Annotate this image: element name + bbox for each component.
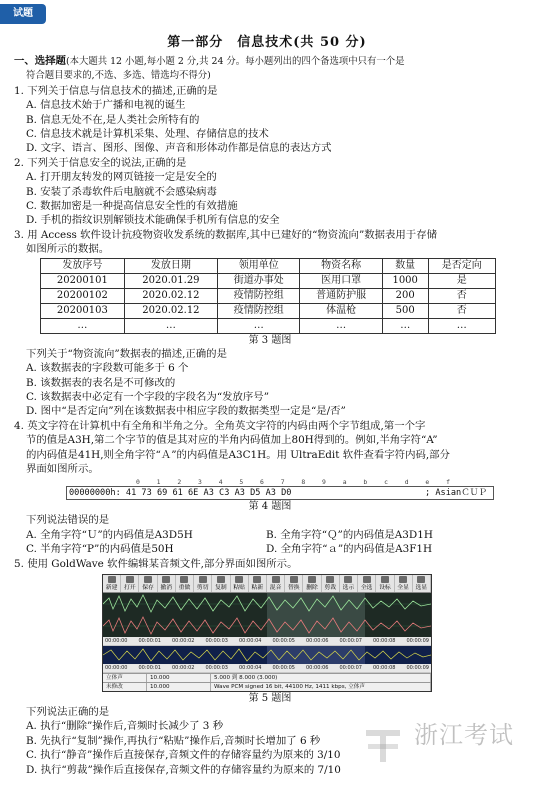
table-header-cell: 物资名称: [300, 258, 382, 273]
q4-option-a: A. 全角字符“Ｕ”的内码值是A3D5H: [26, 528, 193, 541]
tool-delete-button[interactable]: 删除: [303, 575, 321, 592]
tool-set-marker-button[interactable]: 设标: [376, 575, 394, 592]
hex-bytes: 00000000h: 41 73 69 61 6E A3 C3 A3 D5 A3 D0: [69, 488, 292, 499]
table-cell: 否: [428, 288, 496, 303]
table-cell: 20200102: [41, 288, 125, 303]
q3-caption: 第 3 题图: [248, 334, 292, 346]
watermark-text: 浙江考试: [414, 721, 514, 749]
q5-stem: 5. 使用 GoldWave 软件编辑某音频文件,部分界面如图所示。: [14, 557, 298, 570]
overview-ruler: 00:00:00 00:00:01 00:00:02 00:00:03 00:00:04 00:00:05 00:00:06 00:00:07 00:00:08 00:00:09: [103, 664, 431, 672]
q4-caption: 第 4 题图: [248, 501, 292, 513]
question-badge: 试题: [0, 4, 46, 24]
tool-trim-button[interactable]: 剪裁: [322, 575, 340, 592]
table-row: [41, 318, 496, 333]
section-desc-1: 一、选择题(本大题共 12 小题,每小题 2 分,共 24 分。每小题列出的四个备选项中只有一个是: [14, 55, 405, 67]
q4-ask: 下列说法错误的是: [26, 514, 110, 527]
table-cell: …: [218, 318, 300, 333]
table-header-cell: 是否定向: [428, 258, 496, 273]
q3-option-a: A. 该数据表的字段数可能多于 6 个: [26, 362, 189, 375]
table-cell: 2020.01.29: [124, 273, 217, 288]
q5-caption: 第 5 题图: [248, 692, 292, 704]
hex-ascii: ; AsianＣＵＰ: [425, 488, 487, 499]
tool-copy-button[interactable]: 复制: [212, 575, 230, 592]
hex-data-row: [66, 486, 494, 500]
q5-ask: 下列说法正确的是: [26, 705, 110, 718]
status-bar-1: [103, 673, 431, 682]
q3-data-table: [40, 258, 496, 334]
table-row: [41, 303, 496, 318]
table-cell: …: [300, 318, 382, 333]
status-selection: 5.000 到 8.000 (3.000): [211, 674, 431, 682]
table-cell: 1000: [382, 273, 428, 288]
q5-option-c: C. 执行“静音”操作后直接保存,音频文件的存储容量约为原来的 3/10: [26, 749, 341, 762]
table-header-cell: 领用单位: [218, 258, 300, 273]
table-cell: 20200101: [41, 273, 125, 288]
table-cell: 普通防护服: [300, 288, 382, 303]
table-header-cell: 数量: [382, 258, 428, 273]
table-cell: 200: [382, 288, 428, 303]
table-cell: 体温枪: [300, 303, 382, 318]
table-cell: 疫情防控组: [218, 303, 300, 318]
q5-option-a: A. 执行“删除”操作后,音频时长减少了 3 秒: [26, 720, 224, 733]
q1-option-a: A. 信息技术始于广播和电视的诞生: [26, 99, 186, 112]
table-cell: 2020.02.12: [124, 303, 217, 318]
q4-option-c: C. 半角字符“P”的内码值是50H: [26, 543, 174, 556]
table-header-cell: 发放序号: [41, 258, 125, 273]
overview-waveform[interactable]: [103, 646, 431, 664]
q4-stem-4: 界面如图所示。: [26, 462, 99, 475]
q1-option-b: B. 信息无处不在,是人类社会所特有的: [26, 113, 200, 126]
tool-paste-button[interactable]: 粘贴: [231, 575, 249, 592]
status-bar-2: [103, 682, 431, 691]
q4-stem-1: 4. 英文字符在计算机中有全角和半角之分。全角英文字符的内码由两个字节组成,第一个字: [14, 419, 426, 432]
section-heading: 一、选择题: [14, 55, 66, 67]
tool-show-all-button[interactable]: 全显: [395, 575, 413, 592]
status-modified: 未修改: [103, 683, 147, 691]
table-header-row: [41, 258, 496, 273]
status-format: Wave PCM signed 16 bit, 44100 Hz, 1411 kbps, 立体声: [211, 683, 431, 691]
tool-cut-button[interactable]: 剪切: [194, 575, 212, 592]
q1-option-c: C. 信息技术就是计算机采集、处理、存储信息的技术: [26, 128, 269, 141]
q2-option-d: D. 手机的指纹识别解锁技术能确保手机所有信息的安全: [26, 214, 280, 227]
table-cell: …: [428, 318, 496, 333]
table-header-cell: 发放日期: [124, 258, 217, 273]
q4-option-b: B. 全角字符“Ｑ”的内码值是A3D1H: [266, 528, 433, 541]
tool-replace-button[interactable]: 替换: [285, 575, 303, 592]
main-waveform[interactable]: [103, 593, 431, 637]
q4-stem-3: 的内码值是41H,则全角字符“Ａ”的内码值是A3C1H。用 UltraEdit 软件查看字符内码,部分: [26, 448, 450, 461]
table-cell: 疫情防控组: [218, 288, 300, 303]
tool-redo-button[interactable]: 重做: [176, 575, 194, 592]
table-cell: …: [382, 318, 428, 333]
tool-select-all-button[interactable]: 全选: [358, 575, 376, 592]
q4-option-d: D. 全角字符“ａ”的内码值是A3F1H: [266, 543, 433, 556]
table-cell: 500: [382, 303, 428, 318]
q1-stem: 1. 下列关于信息与信息技术的描述,正确的是: [14, 84, 218, 97]
status-length: 10.000: [147, 674, 211, 682]
status-channels: 立体声: [103, 674, 147, 682]
tool-zoom-selection-button[interactable]: 选显: [413, 575, 431, 592]
table-row: [41, 273, 496, 288]
q5-option-b: B. 先执行“复制”操作,再执行“粘贴”操作后,音频时长增加了 6 秒: [26, 734, 321, 747]
page-title: 第一部分 信息技术(共 50 分): [167, 35, 367, 50]
goldwave-window: [102, 574, 432, 692]
q3-option-c: C. 该数据表中必定有一个字段的字段名为“发放序号”: [26, 390, 270, 403]
timeline-ruler: 00:00:00 00:00:01 00:00:02 00:00:03 00:00:04 00:00:05 00:00:06 00:00:07 00:00:08 00:00:09: [103, 637, 431, 645]
tool-open-button[interactable]: 打开: [121, 575, 139, 592]
tool-mix-button[interactable]: 混音: [267, 575, 285, 592]
q2-stem: 2. 下列关于信息安全的说法,正确的是: [14, 156, 187, 169]
q5-option-d: D. 执行“剪裁”操作后直接保存,音频文件的存储容量约为原来的 7/10: [26, 763, 341, 776]
q4-stem-2: 节的值是A3H,第二个字节的值是其对应的半角内码值加上80H得到的。例如,半角字符“A”: [26, 434, 438, 447]
table-cell: 是: [428, 273, 496, 288]
hex-column-header: 0 1 2 3 4 5 6 7 8 9 a b c d e f: [136, 478, 450, 487]
table-cell: 20200103: [41, 303, 125, 318]
table-cell: 街道办事处: [218, 273, 300, 288]
section-desc-2: 符合题目要求的,不选、多选、错选均不得分): [26, 70, 211, 82]
table-cell: …: [124, 318, 217, 333]
q1-option-d: D. 文字、语言、图形、图像、声音和形体动作都是信息的表达方式: [26, 142, 332, 155]
table-cell: 2020.02.12: [124, 288, 217, 303]
tool-paste-new-button[interactable]: 粘新: [249, 575, 267, 592]
tool-save-button[interactable]: 保存: [139, 575, 157, 592]
q4-options-row-1: [14, 528, 526, 542]
hex-editor-view: [66, 478, 494, 500]
q4-options-row-2: [14, 542, 526, 556]
table-cell: 否: [428, 303, 496, 318]
table-cell: 医用口罩: [300, 273, 382, 288]
q3-stem-1: 3. 用 Access 软件设计抗疫物资收发系统的数据库,其中已建好的“物资流向”数据表用于存储: [14, 228, 437, 241]
status-duration: 10.000: [147, 683, 211, 691]
q3-option-b: B. 该数据表的表名是不可修改的: [26, 376, 176, 389]
q3-option-d: D. 图中“是否定向”列在该数据表中相应字段的数据类型一定是“是/否”: [26, 405, 346, 418]
table-cell: …: [41, 318, 125, 333]
exam-content: [14, 54, 526, 777]
goldwave-toolbar: [103, 575, 431, 593]
table-row: [41, 288, 496, 303]
q3-stem-2: 如图所示的数据。: [26, 243, 110, 256]
q2-option-b: B. 安装了杀毒软件后电脑就不会感染病毒: [26, 185, 217, 198]
q3-ask: 下列关于“物资流向”数据表的描述,正确的是: [26, 347, 227, 360]
q2-option-a: A. 打开朋友转发的网页链接一定是安全的: [26, 171, 217, 184]
tool-undo-button[interactable]: 撤消: [158, 575, 176, 592]
q2-option-c: C. 数据加密是一种提高信息安全性的有效措施: [26, 200, 238, 213]
tool-new-button[interactable]: 新建: [103, 575, 121, 592]
tool-show-selection-button[interactable]: 选示: [340, 575, 358, 592]
